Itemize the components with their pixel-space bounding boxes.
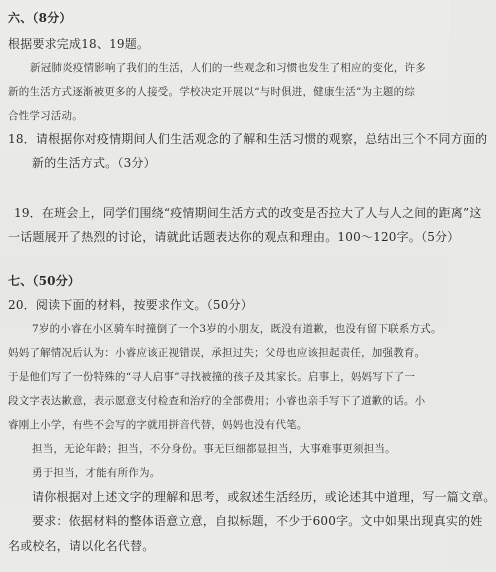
question-18-line-2: 新的生活方式。（3分） <box>32 156 156 170</box>
material-line-1: 新冠肺炎疫情影响了我们的生活，人们的一些观念和习惯也发生了相应的变化，许多 <box>30 62 426 74</box>
essay-material-line-2: 妈妈了解情况后认为：小睿应该正视错误，承担过失；父母也应该担起责任，加强教育。 <box>8 347 426 359</box>
question-18-line-1: 18．请根据你对疫情期间人们生活观念的了解和生活习惯的观察，总结出三个不同方面的 <box>8 132 488 146</box>
question-19-line-2: 一话题展开了热烈的讨论，请就此话题表达你的观点和理由。100～120字。（5分） <box>8 230 460 244</box>
essay-material-line-1: 7岁的小睿在小区骑车时撞倒了一个3岁的小朋友，既没有道歉，也没有留下联系方式。 <box>32 323 442 335</box>
essay-material-line-4: 段文字表达歉意，表示愿意支付检查和治疗的全部费用；小睿也亲手写下了道歉的话。小 <box>8 395 426 407</box>
essay-material-line-5: 睿刚上小学，有些不会写的字就用拼音代替，妈妈也没有代笔。 <box>8 419 308 431</box>
essay-requirement-line-3: 名或校名，请以化名代替。 <box>8 539 155 553</box>
question-20: 20．阅读下面的材料，按要求作文。（50分） <box>8 298 253 312</box>
material-line-3: 合性学习活动。 <box>8 110 83 122</box>
essay-requirement-line-2: 要求：依据材料的整体语意立意，自拟标题，不少于600字。文中如果出现真实的姓 <box>32 514 483 528</box>
section-6-intro: 根据要求完成18、19题。 <box>8 37 150 51</box>
essay-material-line-7: 勇于担当，才能有所作为。 <box>32 467 161 479</box>
essay-requirement-line-1: 请你根据对上述文字的理解和思考，或叙述生活经历，或论述其中道理，写一篇文章。 <box>32 490 496 504</box>
essay-material-line-3: 于是他们写了一份特殊的“寻人启事”寻找被撞的孩子及其家长。启事上，妈妈写下了一 <box>8 371 416 383</box>
essay-material-line-6: 担当，无论年龄；担当，不分身份。事无巨细都显担当，大事难事更须担当。 <box>32 443 396 455</box>
question-19-line-1: 19．在班会上，同学们围绕“疫情期间生活方式的改变是否拉大了人与人之间的距离”这 <box>14 206 482 220</box>
material-line-2: 新的生活方式逐渐被更多的人接受。学校决定开展以“与时俱进，健康生活”为主题的综 <box>8 86 416 98</box>
section-6-heading: 六、（8分） <box>8 11 72 25</box>
section-7-heading: 七、（50分） <box>8 274 81 288</box>
